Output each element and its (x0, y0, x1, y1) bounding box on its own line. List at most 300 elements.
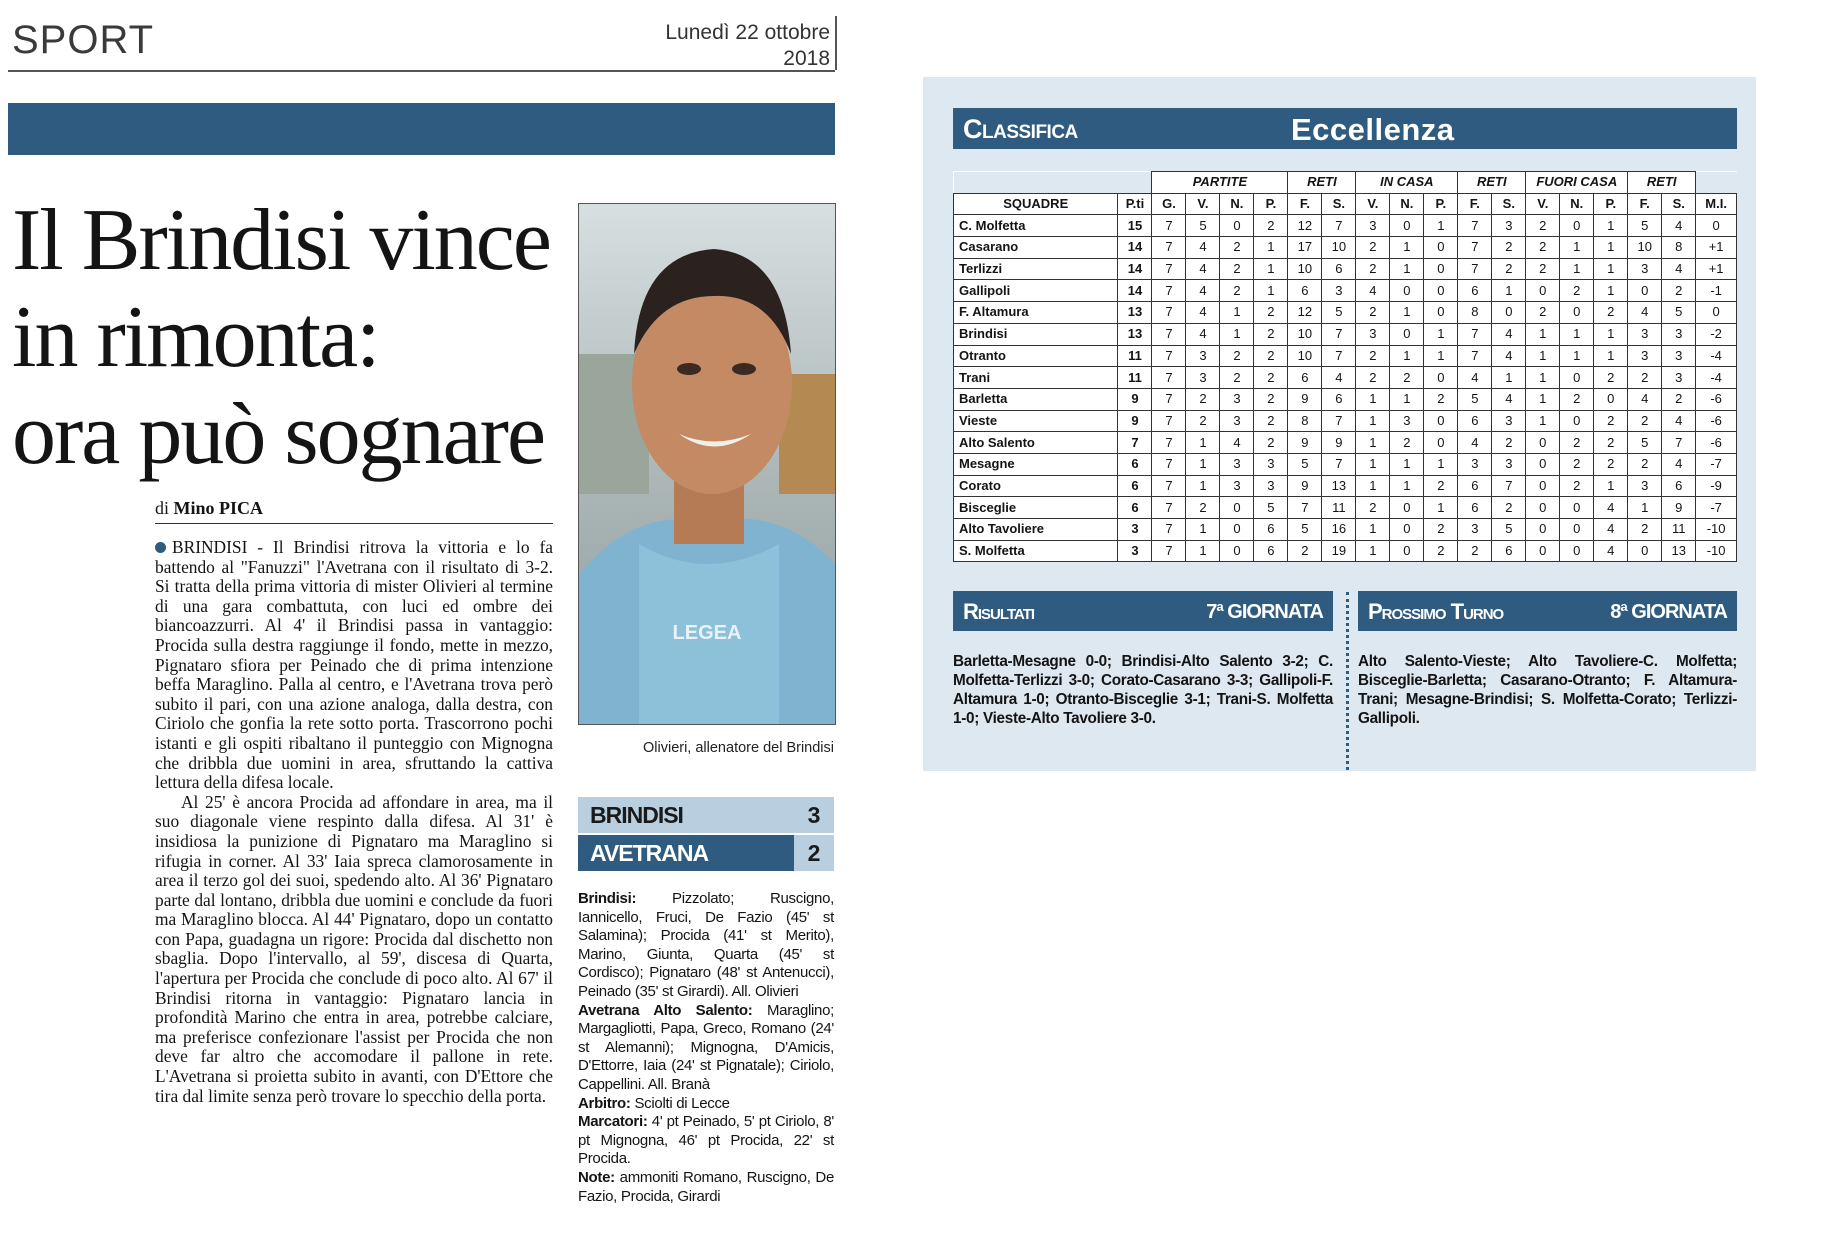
table-cell: 4 (1186, 258, 1220, 280)
table-cell: 2 (1186, 388, 1220, 410)
table-cell: 7 (1458, 237, 1492, 259)
table-cell: 0 (1220, 519, 1254, 541)
table-cell: +1 (1696, 237, 1737, 259)
table-cell: 0 (1560, 302, 1594, 324)
standings-body (954, 215, 1737, 562)
table-cell: 2 (1356, 258, 1390, 280)
table-cell: 1 (1526, 367, 1560, 389)
table-cell: 3 (1662, 367, 1696, 389)
table-cell: 0 (1560, 215, 1594, 237)
column-header: S. (1492, 193, 1526, 215)
table-cell: 2 (1288, 540, 1322, 562)
table-cell: 1 (1594, 475, 1628, 497)
table-cell: 4 (1492, 345, 1526, 367)
table-cell: 4 (1186, 280, 1220, 302)
issue-date-day: Lunedì 22 ottobre (665, 21, 830, 44)
table-cell: 2 (1526, 215, 1560, 237)
table-cell: 6 (1458, 497, 1492, 519)
lineup-home-label: Brindisi: (578, 890, 637, 907)
lineup-away-text: Maraglino; Margagliotti, Papa, Greco, Romano (24' st Alemanni); Mignogna, D'Amicis, D'Ettorre, Iaia (24' st Pignatale); Ciriolo, Cappellini. All. Branà (578, 1001, 835, 1093)
table-cell: 2 (1424, 519, 1458, 541)
table-cell: 2 (1356, 345, 1390, 367)
lineup-home-text: Pizzolato; Ruscigno, Iannicello, Fruci, De Fazio (45' st Salamina); Procida (41' st Merito), Marino, Giunta, Quarta (45' st Cordisco); Pignataro (48' st Antenucci), Peinado (35' st Girardi). All. Olivieri (578, 890, 834, 1000)
table-cell: 0 (1560, 497, 1594, 519)
table-cell: 3 (1662, 345, 1696, 367)
issue-date-year: 2018 (783, 47, 830, 70)
table-cell: 0 (1424, 302, 1458, 324)
article-body (155, 538, 553, 1106)
notes-label: Note: (578, 1168, 615, 1186)
group-blank-end (1696, 172, 1737, 194)
table-cell: 2 (1220, 258, 1254, 280)
table-cell: 7 (1322, 323, 1356, 345)
team-points: 7 (1118, 432, 1152, 454)
column-header: V. (1186, 193, 1220, 215)
table-cell: 8 (1458, 302, 1492, 324)
results-header (953, 591, 1333, 631)
table-cell: -9 (1696, 475, 1737, 497)
table-cell: 1 (1424, 215, 1458, 237)
column-header: P. (1594, 193, 1628, 215)
table-row (954, 540, 1737, 562)
team-name: Alto Tavoliere (954, 519, 1118, 541)
table-row (954, 237, 1737, 259)
table-cell: 2 (1526, 302, 1560, 324)
table-cell: 11 (1322, 497, 1356, 519)
table-cell: 0 (1390, 280, 1424, 302)
team-points: 14 (1118, 280, 1152, 302)
table-cell: 7 (1152, 345, 1186, 367)
table-cell: 19 (1322, 540, 1356, 562)
table-cell: 1 (1560, 237, 1594, 259)
lineup-away (578, 1002, 834, 1095)
table-cell: 2 (1560, 388, 1594, 410)
group-reti-fuori: RETI (1628, 172, 1696, 194)
table-cell: 6 (1288, 280, 1322, 302)
table-cell: 3 (1458, 519, 1492, 541)
table-cell: 6 (1458, 475, 1492, 497)
table-cell: 9 (1288, 388, 1322, 410)
header-rule (8, 70, 835, 72)
team-name: Alto Salento (954, 432, 1118, 454)
table-row (954, 475, 1737, 497)
table-cell: 4 (1662, 258, 1696, 280)
table-cell: 2 (1254, 367, 1288, 389)
table-cell: 1 (1594, 323, 1628, 345)
table-cell: 6 (1254, 540, 1288, 562)
table-cell: 7 (1322, 345, 1356, 367)
table-cell: 4 (1662, 410, 1696, 432)
table-cell: 4 (1458, 367, 1492, 389)
table-cell: 4 (1662, 215, 1696, 237)
table-cell: 5 (1662, 302, 1696, 324)
header-band (8, 103, 835, 155)
table-cell: 2 (1594, 302, 1628, 324)
results-text: Barletta-Mesagne 0-0; Brindisi-Alto Salento 3-2; C. Molfetta-Terlizzi 3-0; Corato-Casarano 3-3; Gallipoli-F. Altamura 1-0; Otranto-Bisceglie 3-1; Trani-S. Molfetta 1-0; Vieste-Alto Tavoliere 3-0. (953, 653, 1333, 727)
table-cell: 2 (1356, 497, 1390, 519)
table-cell: 0 (1390, 497, 1424, 519)
table-row (954, 215, 1737, 237)
table-cell: 2 (1254, 215, 1288, 237)
header-divider (835, 16, 837, 70)
table-cell: 4 (1594, 540, 1628, 562)
table-cell: 1 (1390, 302, 1424, 324)
table-cell: -2 (1696, 323, 1737, 345)
table-cell: 1 (1594, 215, 1628, 237)
table-cell: 6 (1322, 258, 1356, 280)
team-points: 3 (1118, 540, 1152, 562)
team-points: 14 (1118, 237, 1152, 259)
table-cell: 7 (1458, 258, 1492, 280)
table-cell: 0 (1424, 432, 1458, 454)
table-cell: 0 (1220, 215, 1254, 237)
table-cell: 1 (1186, 453, 1220, 475)
table-cell: 10 (1322, 237, 1356, 259)
table-cell: 3 (1220, 388, 1254, 410)
table-cell: 9 (1662, 497, 1696, 519)
table-cell: 4 (1628, 302, 1662, 324)
table-cell: 2 (1526, 237, 1560, 259)
table-cell: 1 (1356, 453, 1390, 475)
table-cell: 2 (1594, 367, 1628, 389)
table-cell: 1 (1560, 323, 1594, 345)
table-cell: 1 (1356, 519, 1390, 541)
table-cell: 7 (1322, 410, 1356, 432)
table-cell: 9 (1322, 432, 1356, 454)
table-cell: 7 (1152, 258, 1186, 280)
team-name: Corato (954, 475, 1118, 497)
table-cell: 6 (1322, 388, 1356, 410)
issue-date (600, 20, 830, 72)
table-cell: 3 (1492, 215, 1526, 237)
standings-column-header (954, 193, 1737, 215)
article-paragraph-2: Al 25' è ancora Procida ad affondare in area, ma il suo diagonale viene respinto dalla difesa. Al 31' è insidiosa la punizione di Pignataro ma Maraglino si rifugia in corner. Al 33' Iaia spreca clamorosamente in area il terzo gol dei suoi, spedendo alto. Al 36' Pignataro parte dal lontano, dribbla due uomini e conclude da fuori ma Maraglino blocca. Al 44' Pignataro, dopo un contatto con Papa, guadagna un rigore: Procida dal dischetto non sbaglia. Dopo l'intervallo, al 59', discesa di Quarta, l'apertura per Procida che conclude di poco alto. Al 67' il Brindisi ritorna in vantaggio: Pignataro lancia in profondità Marino che entra in area, potrebbe calciare, ma preferisce confezionare l'assist per Procida che non deve far altro che accomodare il pallone in rete. L'Avetrana si proietta subito in avanti, con D'Ettore che tira dal limite senza però trovare lo specchio della porta. (155, 791, 553, 1106)
table-cell: 2 (1254, 388, 1288, 410)
table-cell: 0 (1424, 258, 1458, 280)
byline (155, 498, 263, 519)
table-cell: 7 (1288, 497, 1322, 519)
table-cell: 0 (1696, 215, 1737, 237)
column-header: P. (1254, 193, 1288, 215)
table-cell: 2 (1560, 475, 1594, 497)
table-cell: 10 (1288, 345, 1322, 367)
table-cell: 7 (1458, 323, 1492, 345)
table-cell: 3 (1356, 215, 1390, 237)
standings-header (953, 108, 1737, 149)
article-paragraph-1 (155, 538, 553, 793)
table-cell: +1 (1696, 258, 1737, 280)
table-cell: 5 (1288, 453, 1322, 475)
group-reti-casa: RETI (1458, 172, 1526, 194)
table-cell: 4 (1662, 453, 1696, 475)
table-cell: 2 (1458, 540, 1492, 562)
table-cell: -1 (1696, 280, 1737, 302)
table-cell: 2 (1594, 410, 1628, 432)
table-cell: 2 (1356, 302, 1390, 324)
table-cell: 1 (1220, 323, 1254, 345)
table-cell: 7 (1152, 475, 1186, 497)
team-points: 11 (1118, 367, 1152, 389)
group-reti: RETI (1288, 172, 1356, 194)
table-cell: 1 (1220, 302, 1254, 324)
table-cell: 6 (1458, 280, 1492, 302)
table-cell: 7 (1152, 540, 1186, 562)
table-cell: 7 (1662, 432, 1696, 454)
table-cell: 5 (1322, 302, 1356, 324)
team-points: 14 (1118, 258, 1152, 280)
table-cell: 7 (1322, 215, 1356, 237)
table-cell: 1 (1560, 345, 1594, 367)
table-cell: 4 (1628, 388, 1662, 410)
table-cell: 1 (1254, 280, 1288, 302)
scorers (578, 1113, 834, 1169)
table-cell: 0 (1628, 540, 1662, 562)
table-cell: 2 (1560, 280, 1594, 302)
table-cell: 3 (1254, 475, 1288, 497)
table-cell: 4 (1492, 323, 1526, 345)
table-cell: 0 (1560, 540, 1594, 562)
table-cell: 4 (1594, 519, 1628, 541)
table-cell: -10 (1696, 540, 1737, 562)
table-cell: 3 (1628, 323, 1662, 345)
column-header: S. (1662, 193, 1696, 215)
team-name: C. Molfetta (954, 215, 1118, 237)
column-header: P. (1424, 193, 1458, 215)
column-header: N. (1560, 193, 1594, 215)
coach-photo (578, 203, 836, 725)
table-cell: 0 (1424, 280, 1458, 302)
table-cell: 1 (1186, 519, 1220, 541)
results-round: 7ª GIORNATA (1206, 601, 1323, 623)
home-team: BRINDISI (578, 797, 794, 833)
table-cell: 1 (1356, 432, 1390, 454)
table-cell: 3 (1662, 323, 1696, 345)
match-report (578, 890, 834, 1206)
table-row (954, 388, 1737, 410)
table-cell: 5 (1254, 497, 1288, 519)
team-name: Bisceglie (954, 497, 1118, 519)
table-cell: 0 (1220, 540, 1254, 562)
table-cell: 2 (1628, 453, 1662, 475)
home-goals: 3 (794, 797, 834, 833)
table-cell: 4 (1322, 367, 1356, 389)
table-cell: 7 (1152, 497, 1186, 519)
table-cell: 2 (1628, 519, 1662, 541)
shirt-logo: LEGEA (672, 622, 742, 644)
table-cell: 4 (1594, 497, 1628, 519)
table-cell: 1 (1526, 345, 1560, 367)
table-cell: 2 (1220, 280, 1254, 302)
table-row (954, 432, 1737, 454)
table-cell: 1 (1526, 410, 1560, 432)
away-team: AVETRANA (578, 835, 794, 871)
table-cell: 2 (1594, 453, 1628, 475)
team-name: Trani (954, 367, 1118, 389)
score-row-away (578, 835, 834, 871)
table-cell: 7 (1152, 215, 1186, 237)
table-cell: 1 (1356, 388, 1390, 410)
table-cell: 1 (1390, 345, 1424, 367)
column-header: G. (1152, 193, 1186, 215)
table-cell: 4 (1356, 280, 1390, 302)
table-cell: 2 (1662, 388, 1696, 410)
away-goals: 2 (794, 835, 834, 871)
table-row (954, 497, 1737, 519)
table-cell: 2 (1220, 237, 1254, 259)
team-points: 13 (1118, 302, 1152, 324)
table-row (954, 280, 1737, 302)
referee-label: Arbitro: (578, 1094, 631, 1112)
table-cell: 2 (1186, 497, 1220, 519)
byline-prefix: di (155, 498, 170, 518)
next-round-header (1358, 591, 1737, 631)
table-cell: 7 (1152, 519, 1186, 541)
table-cell: 2 (1560, 453, 1594, 475)
table-cell: 5 (1492, 519, 1526, 541)
table-cell: 5 (1458, 388, 1492, 410)
table-cell: 1 (1390, 453, 1424, 475)
table-cell: 5 (1186, 215, 1220, 237)
table-cell: 17 (1288, 237, 1322, 259)
table-cell: 1 (1628, 497, 1662, 519)
table-cell: 2 (1254, 432, 1288, 454)
team-name: Mesagne (954, 453, 1118, 475)
notes (578, 1169, 834, 1206)
column-header: F. (1628, 193, 1662, 215)
column-header: V. (1526, 193, 1560, 215)
table-cell: 0 (1526, 497, 1560, 519)
table-cell: 1 (1356, 475, 1390, 497)
standings-group-header (954, 172, 1737, 194)
group-fuori-casa: FUORI CASA (1526, 172, 1628, 194)
table-cell: 2 (1390, 432, 1424, 454)
headline-line-2: in rimonta: (12, 289, 379, 386)
team-points: 9 (1118, 410, 1152, 432)
table-cell: 2 (1356, 237, 1390, 259)
table-cell: 1 (1390, 258, 1424, 280)
table-cell: 3 (1186, 345, 1220, 367)
table-cell: 0 (1424, 410, 1458, 432)
table-cell: 0 (1560, 410, 1594, 432)
table-cell: 7 (1152, 453, 1186, 475)
table-row (954, 323, 1737, 345)
table-cell: 3 (1220, 453, 1254, 475)
table-cell: 4 (1186, 302, 1220, 324)
team-name: Barletta (954, 388, 1118, 410)
table-cell: 3 (1458, 453, 1492, 475)
column-header: F. (1458, 193, 1492, 215)
table-cell: 2 (1492, 497, 1526, 519)
photo-caption: Olivieri, allenatore del Brindisi (643, 740, 834, 756)
column-header: V. (1356, 193, 1390, 215)
table-row (954, 302, 1737, 324)
table-cell: 5 (1288, 519, 1322, 541)
table-cell: 1 (1526, 323, 1560, 345)
table-cell: 6 (1254, 519, 1288, 541)
table-cell: 3 (1186, 367, 1220, 389)
table-cell: 4 (1186, 237, 1220, 259)
table-cell: 7 (1458, 345, 1492, 367)
table-cell: 6 (1288, 367, 1322, 389)
team-points: 6 (1118, 453, 1152, 475)
table-cell: 1 (1186, 432, 1220, 454)
table-cell: 0 (1594, 388, 1628, 410)
next-round-number: 8ª GIORNATA (1610, 601, 1727, 623)
table-cell: 7 (1152, 410, 1186, 432)
headline-line-1: Il Brindisi vince (12, 192, 550, 289)
table-cell: 1 (1492, 280, 1526, 302)
referee-text: Sciolti di Lecce (630, 1094, 730, 1112)
table-cell: 0 (1696, 302, 1737, 324)
lineup-home (578, 890, 834, 1002)
table-cell: 1 (1390, 475, 1424, 497)
team-name: Gallipoli (954, 280, 1118, 302)
table-row (954, 519, 1737, 541)
team-name: Brindisi (954, 323, 1118, 345)
table-cell: 0 (1560, 367, 1594, 389)
table-cell: 7 (1152, 302, 1186, 324)
table-cell: 7 (1492, 475, 1526, 497)
table-cell: 1 (1424, 497, 1458, 519)
table-cell: 2 (1186, 410, 1220, 432)
table-cell: 3 (1254, 453, 1288, 475)
coach-portrait-illustration (579, 204, 835, 724)
table-cell: 4 (1492, 388, 1526, 410)
table-cell: 4 (1186, 323, 1220, 345)
table-row (954, 367, 1737, 389)
table-cell: 3 (1628, 345, 1662, 367)
byline-author: Mino PICA (173, 498, 264, 518)
column-header: P.ti (1118, 193, 1152, 215)
table-cell: 1 (1186, 475, 1220, 497)
table-cell: 7 (1152, 280, 1186, 302)
table-cell: 2 (1220, 367, 1254, 389)
table-cell: 3 (1628, 475, 1662, 497)
column-header: M.I. (1696, 193, 1737, 215)
team-points: 15 (1118, 215, 1152, 237)
table-cell: 7 (1152, 388, 1186, 410)
table-cell: 0 (1390, 215, 1424, 237)
table-cell: 2 (1254, 302, 1288, 324)
table-cell: 3 (1628, 258, 1662, 280)
group-partite: PARTITE (1152, 172, 1288, 194)
table-cell: 6 (1662, 475, 1696, 497)
table-cell: -7 (1696, 453, 1737, 475)
team-name: F. Altamura (954, 302, 1118, 324)
column-header: S. (1322, 193, 1356, 215)
standings-table (953, 171, 1737, 562)
table-cell: 3 (1322, 280, 1356, 302)
table-cell: 13 (1662, 540, 1696, 562)
table-cell: 7 (1152, 367, 1186, 389)
table-cell: 0 (1526, 432, 1560, 454)
table-cell: 2 (1356, 367, 1390, 389)
table-cell: 1 (1594, 258, 1628, 280)
table-cell: 0 (1492, 302, 1526, 324)
table-row (954, 258, 1737, 280)
score-row-home (578, 797, 834, 833)
next-round-title: Prossimo Turno (1368, 599, 1504, 624)
table-cell: 3 (1492, 453, 1526, 475)
table-cell: 8 (1662, 237, 1696, 259)
table-cell: 2 (1254, 323, 1288, 345)
table-cell: 1 (1594, 237, 1628, 259)
table-cell: 7 (1152, 323, 1186, 345)
table-cell: 6 (1458, 410, 1492, 432)
table-cell: 0 (1390, 540, 1424, 562)
table-cell: 4 (1458, 432, 1492, 454)
team-name: Otranto (954, 345, 1118, 367)
